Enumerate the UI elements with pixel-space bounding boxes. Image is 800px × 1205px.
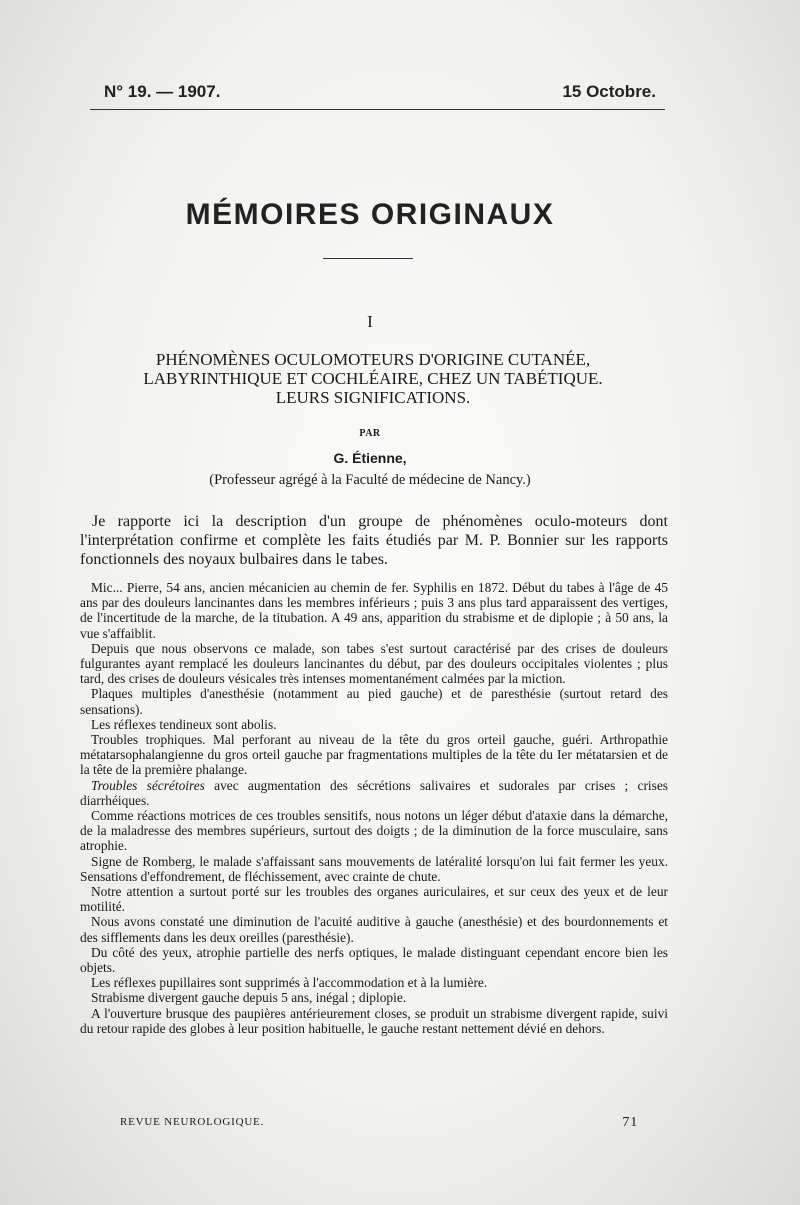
body-paragraph: A l'ouverture brusque des paupières antérieurement closes, se produit un strabisme divergent rapide, suivi du retour rapide des globes à leur position habituelle, le gauche restant nettement dévié en dehors.: [80, 1005, 668, 1036]
article-title-line: LEURS SIGNIFICATIONS.: [275, 388, 471, 407]
introduction: [80, 512, 668, 569]
intro-paragraph: Je rapporte ici la description d'un groupe de phénomènes oculo-moteurs dont l'interprétation confirme et complète les faits étudiés par M. P. Bonnier sur les rapports fonctionnels des noyaux bulbaires dans le tabes.: [80, 513, 668, 568]
article-title-line: LABYRINTHIQUE ET COCHLÉAIRE, CHEZ UN TABÉTIQUE.: [143, 369, 603, 388]
article-number: I: [367, 312, 373, 331]
issue-date: 15 Octobre.: [562, 82, 656, 101]
body-paragraph: Notre attention a surtout porté sur les troubles des organes auriculaires, et sur ceux des yeux et de leur motilité.: [80, 884, 668, 915]
title-rule: [323, 258, 413, 259]
body-paragraph: Depuis que nous observons ce malade, son tabes s'est surtout caractérisé par des crises de douleurs fulgurantes ayant remplacé les douleurs lancinantes du début, par des douleurs occipitales violentes ; plus tard, des crises de douleurs vésicales très intenses momentanément calmées par la miction.: [80, 640, 668, 687]
body-paragraph: Strabisme divergent gauche depuis 5 ans, inégal ; diplopie.: [91, 990, 407, 1006]
body-paragraph: Signe de Romberg, le malade s'affaissant sans mouvements de latéralité lorsqu'on lui fait fermer les yeux. Sensations d'effondrement, de fléchissement, avec crainte de chute.: [80, 853, 668, 884]
body-paragraph: Les réflexes tendineux sont abolis.: [91, 716, 277, 732]
issue-number: N° 19. — 1907.: [104, 82, 221, 101]
body-paragraph: Mic... Pierre, 54 ans, ancien mécanicien au chemin de fer. Syphilis en 1872. Début du tabes à l'âge de 45 ans par des douleurs lancinantes dans les membres inférieurs ; puis 3 ans plus tard apparaissent des vertiges, de l'incertitude de la marche, de la titubation. A 49 ans, apparition du strabisme et de diplopie ; à 50 ans, la vue s'affaiblit.: [80, 580, 668, 641]
body-paragraph: Troubles trophiques. Mal perforant au niveau de la tête du gros orteil gauche, guéri. Arthropathie métatarsophalangienne du gros orteil gauche par fragmentations multiples de la tête du Ier métatarsien et de la tête de la première phalange.: [80, 732, 668, 778]
secretory-text: avec augmentation des sécrétions salivaires et sudorales par crises ; crises diarrhéiques.: [80, 777, 668, 808]
header-rule: [90, 109, 665, 110]
author-affiliation: (Professeur agrégé à la Faculté de médecine de Nancy.): [209, 472, 531, 488]
author-name: G. Étienne,: [333, 450, 407, 466]
article-title: [108, 350, 638, 407]
secretory-label: Troubles sécrétoires: [91, 777, 205, 793]
byline-prefix: PAR: [359, 428, 381, 439]
journal-name: REVUE NEUROLOGIQUE.: [120, 1116, 265, 1128]
body-paragraph-secretory: [80, 778, 668, 808]
page-number: 71: [622, 1115, 638, 1130]
body-paragraph: Les réflexes pupillaires sont supprimés à l'accommodation et à la lumière.: [91, 975, 488, 991]
body-paragraph: Nous avons constaté une diminution de l'acuité auditive à gauche (anesthésie) et des bourdonnements et des sifflements dans les deux oreilles (paresthésie).: [80, 914, 668, 945]
body-paragraph: Du côté des yeux, atrophie partielle des nerfs optiques, le malade distinguant cependant encore bien les objets.: [80, 944, 668, 976]
case-report: [80, 580, 668, 1036]
section-title: MÉMOIRES ORIGINAUX: [185, 198, 555, 231]
article-title-line: PHÉNOMÈNES OCULOMOTEURS D'ORIGINE CUTANÉE,: [155, 350, 591, 369]
body-paragraph: Plaques multiples d'anesthésie (notamment au pied gauche) et de paresthésie (surtout retard des sensations).: [80, 686, 668, 717]
body-paragraph: Comme réactions motrices de ces troubles sensitifs, nous notons un léger début d'ataxie dans la démarche, de la maladresse des membres supérieurs, surtout des doigts ; de la diminution de la force musculaire, sans atrophie.: [80, 808, 668, 854]
